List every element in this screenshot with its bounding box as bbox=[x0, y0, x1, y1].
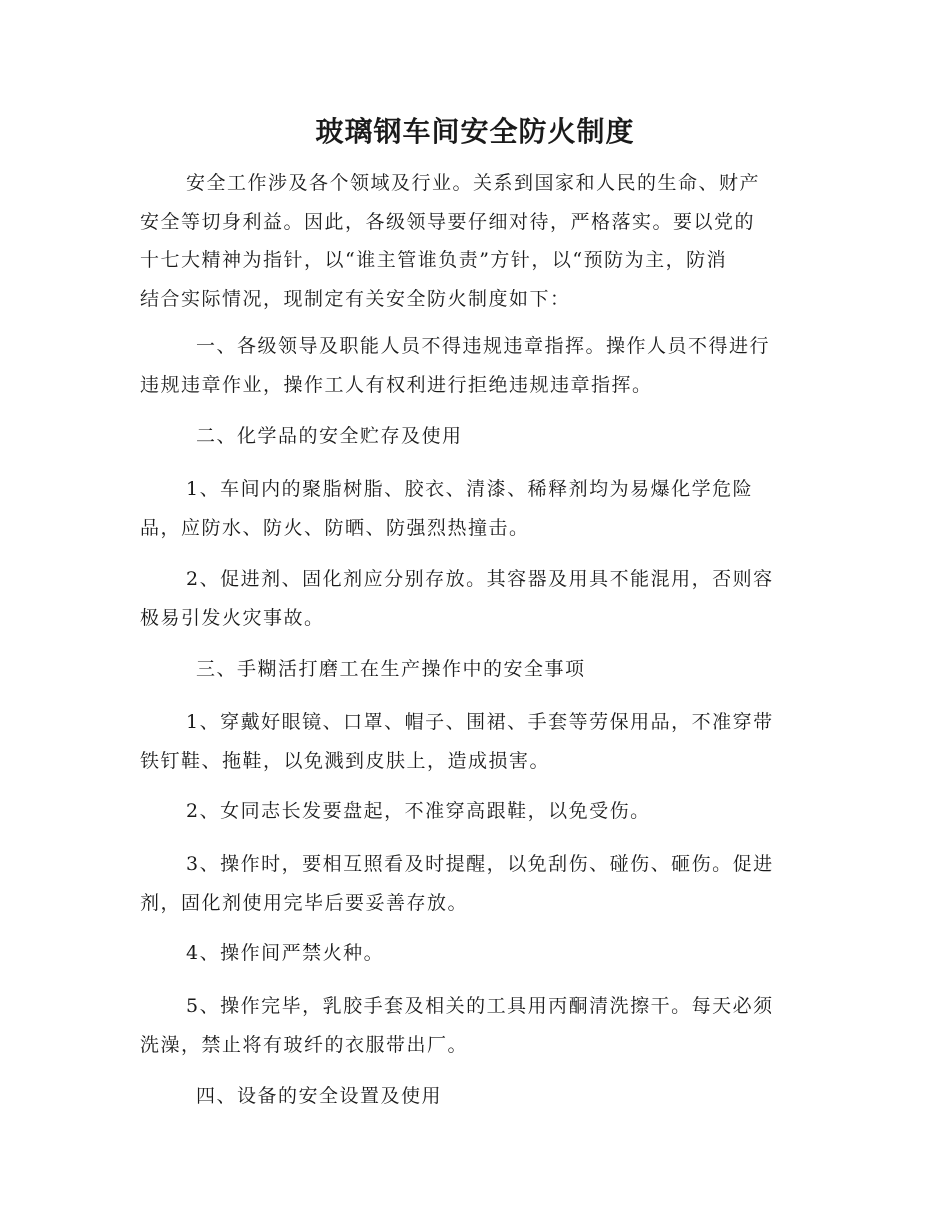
paragraph-line: 安全工作涉及各个领域及行业。关系到国家和人民的生命、财产 bbox=[186, 172, 761, 194]
paragraph-line: 违规违章作业，操作工人有权利进行拒绝违规违章指挥。 bbox=[140, 373, 653, 396]
paragraph-line: 四、设备的安全设置及使用 bbox=[196, 1085, 443, 1107]
paragraph-line: 一、各级领导及职能人员不得违规违章指挥。操作人员不得进行 bbox=[196, 335, 771, 357]
paragraph-line: 5、操作完毕，乳胶手套及相关的工具用丙酮清洗擦干。每天必须 bbox=[186, 995, 774, 1017]
section-3-heading bbox=[140, 650, 810, 689]
section-3-item-3 bbox=[140, 845, 810, 922]
section-2-item-1 bbox=[140, 470, 810, 547]
paragraph-line: 1、穿戴好眼镜、口罩、帽子、围裙、手套等劳保用品，不准穿带 bbox=[186, 711, 774, 733]
paragraph-line: 十七大精神为指针，以“谁主管谁负责”方针，以“预防为主，防消 bbox=[140, 249, 728, 271]
section-2-heading bbox=[140, 417, 810, 456]
paragraph-line: 品，应防水、防火、防晒、防强烈热撞击。 bbox=[140, 516, 530, 539]
intro-paragraph bbox=[140, 164, 810, 318]
section-3-item-2 bbox=[140, 792, 810, 831]
paragraph-line: 极易引发火灾事故。 bbox=[140, 606, 325, 629]
paragraph-line: 2、女同志长发要盘起，不准穿高跟鞋，以免受伤。 bbox=[186, 800, 651, 822]
paragraph-line: 剂，固化剂使用完毕后要妥善存放。 bbox=[140, 891, 469, 914]
paragraph-line: 洗澡，禁止将有玻纤的衣服带出厂。 bbox=[140, 1033, 469, 1056]
section-3-item-1 bbox=[140, 703, 810, 780]
paragraph-line: 4、操作间严禁火种。 bbox=[186, 942, 385, 964]
section-3-item-5 bbox=[140, 987, 810, 1064]
paragraph-line: 2、促进剂、固化剂应分别存放。其容器及用具不能混用，否则容 bbox=[186, 568, 774, 590]
paragraph-line: 二、化学品的安全贮存及使用 bbox=[196, 425, 463, 447]
section-3-item-4 bbox=[140, 934, 810, 973]
paragraph-line: 1、车间内的聚脂树脂、胶衣、清漆、稀释剂均为易爆化学危险 bbox=[186, 478, 754, 500]
paragraph-line: 安全等切身利益。因此，各级领导要仔细对待，严格落实。要以党的 bbox=[140, 210, 756, 233]
paragraph-line: 铁钉鞋、拖鞋，以免溅到皮肤上，造成损害。 bbox=[140, 749, 551, 772]
section-4-heading bbox=[140, 1077, 810, 1116]
section-1-paragraph bbox=[140, 327, 810, 404]
document-title: 玻璃钢车间安全防火制度 bbox=[315, 115, 635, 148]
paragraph-line: 结合实际情况，现制定有关安全防火制度如下： bbox=[140, 287, 571, 310]
paragraph-line: 三、手糊活打磨工在生产操作中的安全事项 bbox=[196, 658, 586, 680]
section-2-item-2 bbox=[140, 560, 810, 637]
paragraph-line: 3、操作时，要相互照看及时提醒，以免刮伤、碰伤、砸伤。促进 bbox=[186, 853, 774, 875]
